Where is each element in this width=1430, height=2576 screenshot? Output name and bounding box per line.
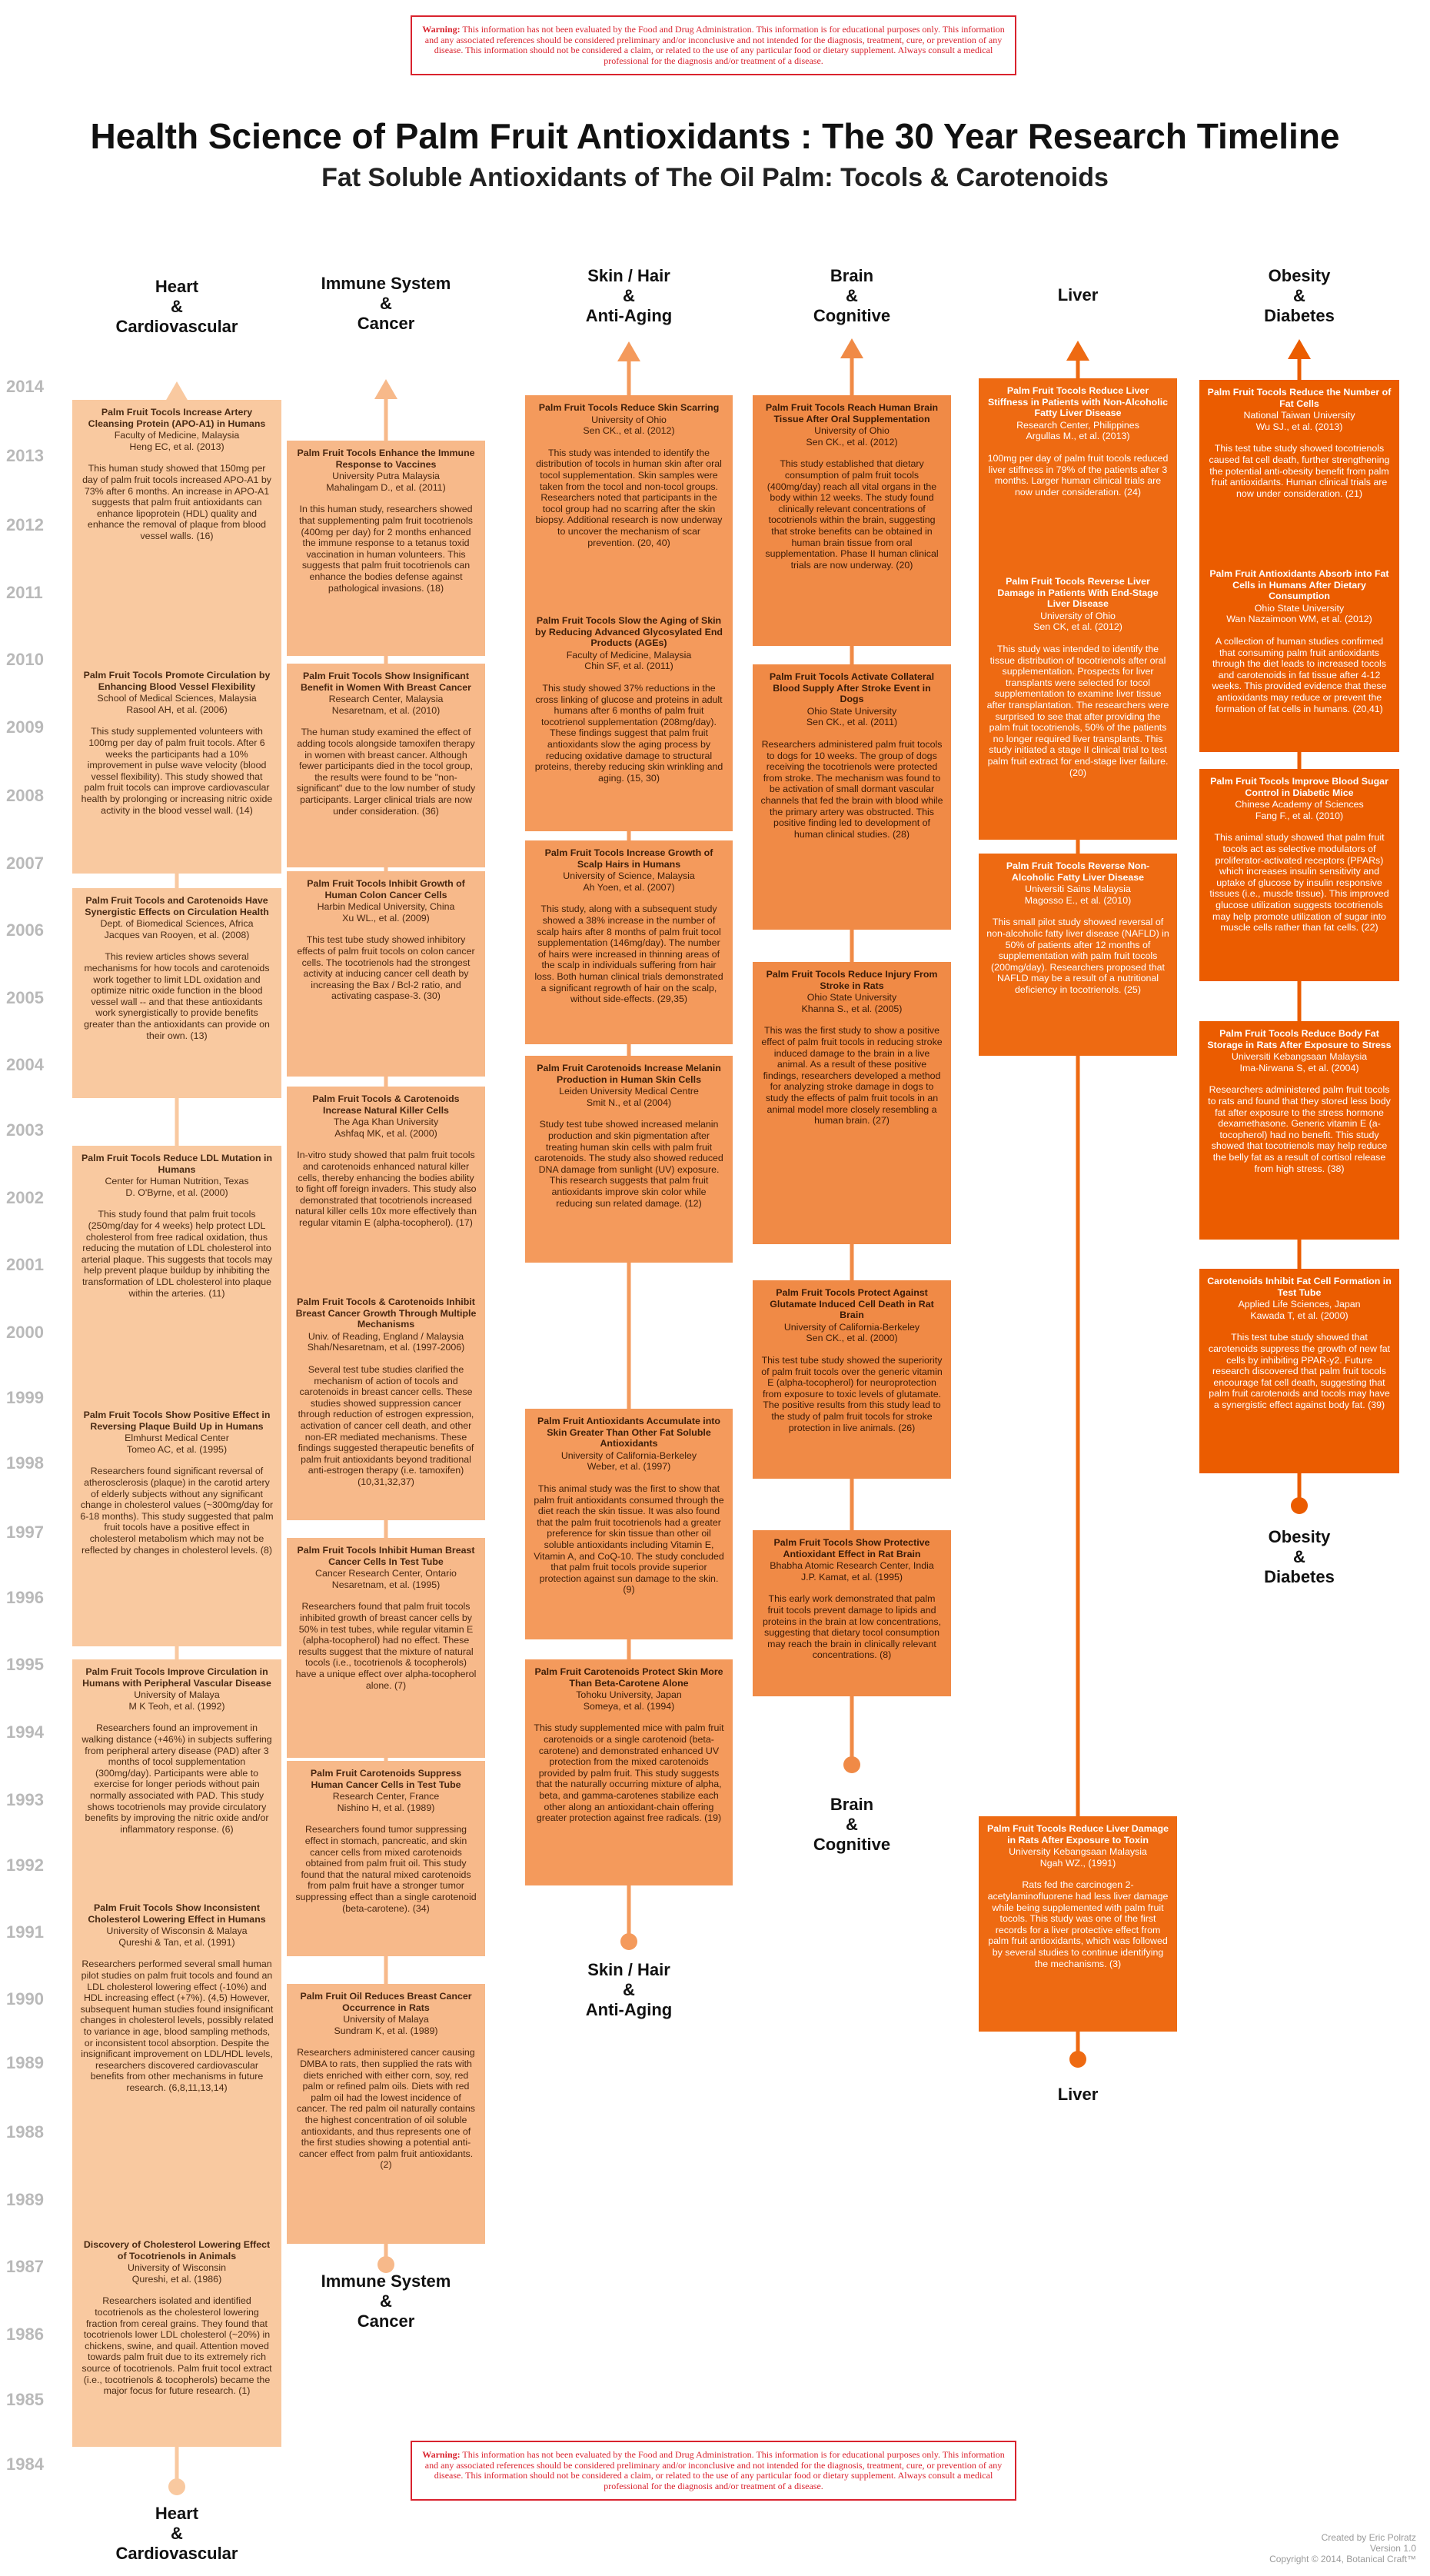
arrowhead	[1288, 339, 1311, 359]
card-source: Universiti Sains Malaysia Magosso E., et al. (2010)	[1024, 884, 1132, 906]
research-card	[72, 663, 281, 874]
page-subtitle: Fat Soluble Antioxidants of The Oil Palm: Tocols & Carotenoids	[321, 163, 1109, 192]
card-body: This animal study was the first to show that palm fruit antioxidants consumed through the diet reach the skin tissue. It was also found that the palm fruit tocotrienols had a greater preference for skin tissue than other oil soluble antioxidants including Vitamin E, Vitamin A, and CoQ-10. The study concluded that palm fruit tocols provide superior protection against sun damage to the skin. (9)	[534, 1483, 724, 1596]
year-label: 1989	[6, 2053, 44, 2072]
year-label: 2012	[6, 515, 44, 534]
year-label: 2008	[6, 786, 44, 805]
card-source: Universiti Kebangsaan Malaysia Ima-Nirwana S, et al. (2004)	[1231, 1051, 1368, 1073]
warning-text: This information has not been evaluated by the Food and Drug Administration. This information is for educational purposes only. This information and any associated references should be considered preliminary and/or inconclusive and not intended for the diagnosis, treatment, cure, or prevention of any disease. This information should not be considered a claim, or related to the use of any particular food or dietary supplement. Always consult a medical professional for the diagnosis and/or treatment of a disease.	[424, 24, 1005, 66]
card-source: Bhabha Atomic Research Center, India J.P. Kamat, et al. (1995)	[770, 1560, 934, 1583]
card-body: Researchers isolated and identified tocotrienols as the cholesterol lowering fraction from cereal grains. They found that tocotrienols lower LDL cholesterol (~20%) in chickens, swine, and quail. Attention moved towards palm fruit due to its extremely rich source of tocotrienols. Palm fruit tocol extract (i.e., tocotrienols & tocopherols) became the major focus for future research. (1)	[81, 2295, 272, 2397]
research-card	[525, 1409, 733, 1639]
column-header-top	[301, 274, 471, 334]
year-label: 1994	[6, 1722, 44, 1742]
research-card	[287, 871, 485, 1077]
card-title: Palm Fruit Carotenoids Protect Skin More Than Beta-Carotene Alone	[534, 1666, 723, 1689]
card-source: Research Center, Philippines Argullas M., et al. (2013)	[1016, 419, 1139, 442]
research-card	[1199, 561, 1399, 752]
column-header-line: Skin / Hair	[587, 1960, 670, 1979]
card-body: Researchers found an improvement in walking distance (+46%) in subjects suffering from peripheral artery disease (PAD) after 3 months of tocol supplementation (300mg/day). Participants were able to exercise for longer periods without pain normally associated with PAD. This study shows tocotrienols may provide circulatory benefits by improving the nitric oxide and/or inflammatory response. (6)	[81, 1722, 272, 1835]
column-header-line: Heart	[155, 2504, 199, 2523]
card-body: In this human study, researchers showed that supplementing palm fruit tocotrienols (400mg per day) for 2 months enhanced the immune response to a tetanus toxid vaccination in human volunteers. This suggests that palm fruit tocotrienols can enhance the bodies defense against pathological invasions. (18)	[299, 504, 473, 594]
research-card	[1199, 769, 1399, 981]
card-source: Tohoku University, Japan Someya, et al. (1994)	[576, 1689, 682, 1712]
research-card	[72, 2232, 281, 2447]
column-header-line: &	[846, 286, 858, 305]
card-source: Dept. of Biomedical Sciences, Africa Jacques van Rooyen, et al. (2008)	[100, 918, 254, 940]
year-label: 2013	[6, 446, 44, 465]
column-header-line: &	[1293, 1547, 1305, 1566]
column-header-line: Cognitive	[813, 1835, 891, 1854]
research-card	[753, 664, 951, 930]
year-label: 1993	[6, 1790, 44, 1809]
column-header-line: Anti-Aging	[585, 2000, 673, 2019]
card-body: This study, along with a subsequent study showed a 38% increase in the number of scalp hairs after 8 months of palm fruit tocol supplementation (146mg/day). The number of hairs were increased in thinning areas of the scalp in individuals suffering from hair loss. Both human clinical trials demonstrated a significant regrowth of hair on the scalp, without side-effects. (29,35)	[534, 904, 723, 1005]
card-title: Palm Fruit Tocols Reduce Skin Scarring	[538, 402, 720, 413]
column-header-line: &	[623, 1980, 635, 1999]
year-label: 1989	[6, 2190, 44, 2209]
card-title: Palm Fruit Tocols Show Positive Effect in Reversing Plaque Build Up in Humans	[83, 1409, 271, 1432]
research-card	[525, 608, 733, 831]
card-body: In-vitro study showed that palm fruit tocols and carotenoids enhanced natural killer cells, thereby enhancing the bodies ability to fight off foreign invaders. This study also demonstrated that tocotrienols increased natural killer cells 10x more effectively than regular vitamin E (alpha-tocopherol). (17)	[295, 1150, 477, 1228]
column-header-line: &	[1293, 286, 1305, 305]
column-header-line: Liver	[1057, 2085, 1099, 2104]
card-body: This study supplemented volunteers with 100mg per day of palm fruit tocols. After 6 weeks the participants had a 10% improvement in pulse wave velocity (blood vessel flexibility). This study showed that palm fruit tocols can improve cardiovascular health by prolonging or increasing nitric oxide activity in the blood vessel wall. (14)	[81, 726, 273, 816]
card-body: This test tube study showed tocotrienols caused fat cell death, further strengthening the potential anti-obesity benefit from palm fruit antioxidants. Human clinical trials are now under consideration. (21)	[1209, 443, 1390, 499]
column-header-line: Cognitive	[813, 306, 891, 325]
column-header-line: Cancer	[357, 2311, 415, 2331]
card-source: Elmhurst Medical Center Tomeo AC, et al. (1995)	[125, 1433, 229, 1455]
card-source: Faculty of Medicine, Malaysia Heng EC, et al. (2013)	[114, 430, 240, 452]
card-body: 100mg per day of palm fruit tocols reduced liver stiffness in 79% of the patients after 3 months. Larger human clinical trials are now under consideration. (24)	[987, 452, 1169, 498]
research-card	[72, 1659, 281, 1915]
year-label: 1986	[6, 2325, 44, 2344]
research-card	[1199, 380, 1399, 561]
column-header-line: &	[171, 2524, 183, 2543]
research-card	[753, 1280, 951, 1479]
card-body: This test tube study showed that carotenoids suppress the growth of new fat cells by inhibiting PPAR-y2. Future research discovered that palm fruit tocols encourage fat cell death, suggesting that palm fruit carotenoids and tocols may have a synergistic effect against body fat. (39)	[1208, 1332, 1391, 1410]
card-title: Palm Fruit Tocols Increase Growth of Scalp Hairs in Humans	[544, 847, 713, 870]
column-header-line: Diabetes	[1264, 1567, 1335, 1586]
card-title: Palm Fruit Tocols and Carotenoids Have Synergistic Effects on Circulation Health	[85, 895, 269, 917]
card-title: Palm Fruit Tocols Increase Artery Cleansing Protein (APO-A1) in Humans	[88, 407, 266, 429]
card-title: Palm Fruit Tocols Protect Against Glutamate Induced Cell Death in Rat Brain	[770, 1287, 934, 1321]
card-source: Research Center, France Nishino H, et al. (1989)	[332, 1791, 440, 1813]
column-header-top	[767, 266, 936, 326]
research-card	[287, 1761, 485, 1956]
credit-version: Version 1.0	[1369, 2543, 1416, 2554]
column-header-line: &	[380, 294, 392, 313]
card-title: Palm Fruit Carotenoids Suppress Human Cancer Cells in Test Tube	[310, 1768, 462, 1790]
year-label: 2011	[6, 583, 43, 602]
card-body: This human study showed that 150mg per day of palm fruit tocols increased APO-A1 by 73% after 6 months. An increase in APO-A1 suggests that palm fruit antioxidants can enhance lipoprotein (HDL) quality and enhance the removal of plaque from blood vessel walls. (16)	[82, 463, 271, 541]
column-header-bottom	[993, 2085, 1162, 2105]
card-source: Research Center, Malaysia Nesaretnam, et al. (2010)	[328, 694, 444, 716]
research-card	[72, 1146, 281, 1406]
credit-block	[1269, 2532, 1416, 2564]
research-card	[287, 1290, 485, 1520]
card-body: This animal study showed that palm fruit tocols act as selective modulators of proliferator-activated receptors (PPARs) which increases insulin sensitivity and uptake of glucose by insulin responsive tissues (i.e., muscle tissue). This improved glucose utilization suggests tocotrienols may help promote utilization of sugar into muscle cells rather than fat cells. (22)	[1209, 832, 1389, 934]
card-title: Palm Fruit Tocols Inhibit Growth of Human Colon Cancer Cells	[307, 878, 465, 900]
research-card	[753, 395, 951, 646]
card-body: This early work demonstrated that palm fruit tocols prevent damage to lipids and proteins in the brain at low concentrations, suggesting that dietary tocol consumption may reach the brain in clinically relevant concentrations. (8)	[762, 1593, 942, 1661]
card-title: Palm Fruit Tocols Inhibit Human Breast Cancer Cells In Test Tube	[297, 1545, 475, 1567]
card-source: University of Ohio Sen CK., et al. (2012)	[806, 425, 898, 448]
year-label: 2009	[6, 717, 44, 737]
column-header-line: Cardiovascular	[115, 2544, 238, 2563]
card-title: Palm Fruit Antioxidants Accumulate into Skin Greater Than Other Fat Soluble Antioxidants	[537, 1416, 720, 1449]
card-source: University of Ohio Sen CK., et al. (2012)	[583, 414, 675, 437]
card-body: Researchers administered palm fruit tocols to dogs for 10 weeks. The group of dogs receiving the tocotrienols were protected from stroke. The mechanism was found to be activation of small dormant vascular channels that fed the brain with blood while the primary artery was obstructed. This positive finding led to development of human clinical studies. (28)	[760, 738, 943, 840]
card-title: Palm Fruit Tocols Slow the Aging of Skin by Reducing Advanced Glycosylated End Products (AGEs)	[535, 615, 723, 649]
year-label: 1996	[6, 1588, 44, 1607]
card-source: University Kebangsaan Malaysia Ngah WZ., (1991)	[1009, 1846, 1147, 1869]
card-source: University of Ohio Sen CK, et al. (2012)	[1033, 610, 1122, 633]
card-source: Univ. of Reading, England / Malaysia Shah/Nesaretnam, et al. (1997-2006)	[307, 1330, 465, 1353]
column-header-line: Immune System	[321, 274, 451, 293]
column-header-bottom	[767, 1795, 936, 1855]
card-body: This test tube study showed the superiority of palm fruit tocols over the generic vitamin E (alpha-tocopherol) for neuroprotection from exposure to toxic levels of glutamate. The positive results from this study lead to the study of palm fruit tocols for stroke protection in live animals. (26)	[761, 1354, 943, 1433]
year-label: 1985	[6, 2390, 44, 2409]
research-card	[753, 962, 951, 1244]
timeline-end-dot	[1069, 2051, 1086, 2068]
card-body: A collection of human studies confirmed that consuming palm fruit antioxidants through the diet leads to increased tocols and carotenoids in fat tissue after 4-12 weeks. This provided evidence that these antioxidants may reduce or prevent the formation of fat cells in humans. (20,41)	[1212, 635, 1387, 714]
column-header-line: Cardiovascular	[115, 317, 238, 336]
card-body: Rats fed the carcinogen 2-acetylaminofluorene had less liver damage while being supplemented with palm fruit tocols. This study was one of the first records for a liver protective effect from palm fruit antioxidants, which was followed by several studies to continue identifying the mechanisms. (3)	[987, 1879, 1169, 1969]
research-card	[979, 1816, 1177, 2032]
arrowhead	[1066, 341, 1089, 361]
card-source: Faculty of Medicine, Malaysia Chin SF, et al. (2011)	[566, 649, 692, 672]
timeline-end-dot	[1291, 1497, 1308, 1514]
card-source: University of Wisconsin Qureshi, et al. (1986)	[127, 2262, 227, 2285]
year-label: 2010	[6, 650, 44, 669]
card-source: University of Wisconsin & Malaya Qureshi & Tan, et al. (1991)	[106, 1925, 248, 1948]
card-title: Palm Fruit Antioxidants Absorb into Fat Cells in Humans After Dietary Consumption	[1209, 568, 1389, 602]
card-title: Palm Fruit Tocols Show Protective Antioxidant Effect in Rat Brain	[773, 1537, 930, 1559]
card-source: Applied Life Sciences, Japan Kawada T, et al. (2000)	[1238, 1299, 1361, 1321]
research-card	[979, 378, 1177, 569]
timeline-end-dot	[843, 1756, 860, 1773]
card-title: Palm Fruit Tocols Reduce Injury From Stroke in Rats	[766, 969, 938, 991]
card-title: Palm Fruit Carotenoids Increase Melanin Production in Human Skin Cells	[537, 1063, 721, 1085]
column-header-line: Liver	[1057, 285, 1099, 305]
card-source: University of California-Berkeley Weber, et al. (1997)	[560, 1449, 697, 1473]
card-title: Palm Fruit Tocols Reach Human Brain Tissue After Oral Supplementation	[765, 402, 939, 424]
research-card	[287, 1538, 485, 1758]
column-header-line: &	[171, 297, 183, 316]
column-header-top	[92, 277, 261, 337]
research-card	[287, 664, 485, 867]
card-title: Palm Fruit Tocols & Carotenoids Increase Natural Killer Cells	[312, 1093, 460, 1116]
card-title: Palm Fruit Tocols Reduce Liver Damage in Rats After Exposure to Toxin	[987, 1823, 1169, 1845]
arrowhead	[840, 338, 863, 358]
research-card	[287, 1087, 485, 1313]
card-body: Researchers found tumor suppressing effect in stomach, pancreatic, and skin cancer cells from mixed carotenoids obtained from palm fruit oil. This study found that the natural mixed carotenoids from palm fruit have a stronger tumor suppressing effect than a single carotenoid (beta-carotene). (34)	[295, 1824, 477, 1914]
page-title: Health Science of Palm Fruit Antioxidants : The 30 Year Research Timeline	[90, 116, 1340, 156]
card-source: Cancer Research Center, Ontario Nesaretnam, et al. (1995)	[315, 1568, 457, 1590]
year-label: 2000	[6, 1323, 44, 1342]
card-title: Palm Fruit Tocols Improve Circulation in Humans with Peripheral Vascular Disease	[82, 1666, 271, 1689]
card-source: School of Medical Sciences, Malaysia Rasool AH, et al. (2006)	[97, 693, 257, 715]
arrowhead	[617, 341, 640, 361]
research-card	[72, 1895, 281, 2279]
timeline-end-dot	[377, 2256, 394, 2273]
column-header-bottom	[544, 1960, 713, 2020]
column-header-line: Cancer	[357, 314, 415, 333]
warning-label: Warning:	[422, 2449, 461, 2460]
research-card	[525, 1056, 733, 1263]
card-source: University Putra Malaysia Mahalingam D., et al. (2011)	[326, 471, 446, 493]
card-body: Researchers found significant reversal of atherosclerosis (plaque) in the carotid artery of elderly subjects without any significant change in cholesterol values (~300mg/day for 6-18 months). This study suggested that palm fruit tocols have a positive effect in cholesterol metabolism which may not be reflected by changes in cholesterol levels. (8)	[80, 1466, 274, 1556]
timeline-end-dot	[168, 2478, 185, 2495]
column-header-bottom	[301, 2271, 471, 2331]
card-title: Palm Fruit Tocols Show Inconsistent Cholesterol Lowering Effect in Humans	[88, 1902, 266, 1925]
card-source: Leiden University Medical Centre Smit N., et al (2004)	[559, 1086, 699, 1108]
card-body: This review articles shows several mechanisms for how tocols and carotenoids work together to limit LDL oxidation and optimize nitric oxide function in the blood vessel wall -- and that these antioxidants work synergistically to provide benefits greater than the antioxidants can provide on their own. (13)	[84, 951, 270, 1041]
year-label: 2007	[6, 854, 44, 873]
card-title: Palm Fruit Tocols Reduce Liver Stiffness in Patients with Non-Alcoholic Fatty Liver Disease	[987, 385, 1169, 419]
card-source: Chinese Academy of Sciences Fang F., et al. (2010)	[1235, 799, 1364, 821]
credit-copyright: Copyright © 2014, Botanical Craft™	[1269, 2554, 1416, 2564]
research-card	[287, 441, 485, 656]
card-source: University of Malaya M K Teoh, et al. (1992)	[128, 1689, 225, 1712]
research-card	[525, 1659, 733, 1885]
column-header-line: &	[623, 286, 635, 305]
research-card	[979, 854, 1177, 1056]
year-label: 2003	[6, 1120, 44, 1140]
card-source: National Taiwan University Wu SJ., et al. (2013)	[1243, 410, 1355, 432]
arrowhead	[165, 381, 188, 401]
research-card	[525, 395, 733, 629]
year-label: 2005	[6, 988, 44, 1007]
card-source: Ohio State University Wan Nazaimoon WM, et al. (2012)	[1226, 602, 1372, 625]
research-card	[1199, 1269, 1399, 1473]
card-title: Palm Fruit Tocols Activate Collateral Blood Supply After Stroke Event in Dogs	[769, 671, 935, 705]
column-header-bottom	[1215, 1527, 1384, 1587]
card-source: University of Malaya Sundram K, et al. (1989)	[334, 2014, 438, 2036]
warning-label: Warning:	[422, 24, 461, 35]
card-body: Researchers found that palm fruit tocols inhibited growth of breast cancer cells by 50% in test tubes, while regular vitamin E (alpha-tocopherol) had no effect. These results suggest that the mixture of natural tocols (i.e., tocotrienols & tocopherols) have a unique effect over alpha-tocopherol alone. (7)	[295, 1601, 477, 1691]
column-header-line: Diabetes	[1264, 306, 1335, 325]
year-label: 1995	[6, 1655, 44, 1674]
year-label: 2014	[6, 377, 44, 396]
column-header-line: &	[846, 1815, 858, 1834]
year-label: 2002	[6, 1188, 44, 1207]
card-title: Palm Fruit Tocols & Carotenoids Inhibit Breast Cancer Growth Through Multiple Mechanisms	[295, 1296, 477, 1330]
card-body: Several test tube studies clarified the mechanism of action of tocols and carotenoids in breast cancer cells. These studies showed suppression cancer through reduction of estrogen expression, activation of cancer cell death, and other non-ER mediated mechanisms. These findings suggested therapeutic benefits of palm fruit antioxidants beyond traditional anti-estrogen therapy (i.e. tamoxifen) (10,31,32,37)	[298, 1363, 474, 1487]
column-header-line: Brain	[830, 266, 874, 285]
card-source: Center for Human Nutrition, Texas D. O'Byrne, et al. (2000)	[105, 1176, 249, 1198]
column-header-top	[1215, 266, 1384, 326]
card-title: Palm Fruit Tocols Promote Circulation by Enhancing Blood Vessel Flexibility	[83, 670, 271, 692]
year-label: 1990	[6, 1989, 44, 2009]
column-header-line: Obesity	[1268, 1527, 1331, 1546]
arrowhead	[374, 379, 397, 399]
research-card	[287, 1984, 485, 2244]
card-body: This study was intended to identify the tissue distribution of tocotrienols after oral supplementation. Prospects for liver transplants were selected for tocol supplementation to examine liver tissue after transplantation. The researchers were surprised to see that after providing the palm fruit tocotrienols, 50% of the patients no longer required liver transplants. This study initiated a stage II clinical trial to test palm fruit extract for end-stage liver failure. (20)	[986, 643, 1169, 778]
credit-author: Created by Eric Polratz	[1321, 2532, 1416, 2543]
column-header-line: Brain	[830, 1795, 874, 1814]
card-body: This test tube study showed inhibitory effects of palm fruit tocols on colon cancer cells. The tocotrienols had the strongest activity at inducing cancer cell death by increasing the Bax / Bcl-2 ratio, and activating caspase-3. (30)	[297, 934, 475, 1002]
card-source: University of Science, Malaysia Ah Yoen, et al. (2007)	[563, 870, 695, 893]
column-header-line: Obesity	[1268, 266, 1331, 285]
card-title: Discovery of Cholesterol Lowering Effect of Tocotrienols in Animals	[83, 2239, 271, 2261]
research-card	[753, 1530, 951, 1696]
warning-text: This information has not been evaluated by the Food and Drug Administration. This information is for educational purposes only. This information and any associated references should be considered preliminary and/or inconclusive and not intended for the diagnosis, treatment, cure, or prevention of any disease. This information should not be considered a claim, or related to the use of any particular food or dietary supplement. Always consult a medical professional for the diagnosis and/or treatment of a disease.	[424, 2449, 1005, 2491]
card-title: Palm Fruit Tocols Reduce Body Fat Storage in Rats After Exposure to Stress	[1207, 1028, 1392, 1050]
card-title: Palm Fruit Oil Reduces Breast Cancer Occurrence in Rats	[300, 1991, 472, 2013]
column-header-line: &	[380, 2291, 392, 2311]
column-header-line: Heart	[155, 277, 199, 296]
column-header-line: Anti-Aging	[585, 306, 673, 325]
year-label: 1987	[6, 2257, 44, 2276]
card-title: Palm Fruit Tocols Reduce LDL Mutation in Humans	[81, 1153, 273, 1175]
card-body: This study supplemented mice with palm fruit carotenoids or a single carotenoid (beta-carotene) and demonstrated enhanced UV protection from the mixed carotenoids provided by palm fruit. This study suggests that the naturally occurring mixture of alpha, beta, and gamma-carotenes stabilize each other along an antioxidant-chain offering greater protection against free radicals. (19)	[534, 1722, 724, 1824]
card-body: Researchers administered cancer causing DMBA to rats, then supplied the rats with diets enriched with either corn, soy, red palm or refined palm oils. Diets with red palm oil had the lowest incidence of cancer. The red palm oil naturally contains the highest concentration of oil soluble antioxidants, and thus represents one of the first studies showing a potential anti-cancer effect from palm fruit antioxidants. (2)	[297, 2047, 475, 2171]
research-card	[72, 1403, 281, 1646]
card-body: Researchers administered palm fruit tocols to rats and found that they stored less body fat after exposure to the stress hormone dexamethasone. Generic vitamin E (a-tocopherol) had no benefit. This study showed that tocotrienols may help reduce the belly fat as a result of cortisol release from high stress. (38)	[1208, 1084, 1391, 1174]
card-body: This was the first study to show a positive effect of palm fruit tocols in reducing stroke induced damage to the brain in a live animal. As a result of these positive findings, researchers developed a method for analyzing stroke damage in dogs to study the effects of palm fruit tocols in an animal model more closely resembling a human brain. (27)	[761, 1025, 943, 1127]
card-title: Palm Fruit Tocols Reduce the Number of Fat Cells	[1207, 387, 1392, 409]
card-body: Researchers performed several small human pilot studies on palm fruit tocols and found an LDL cholesterol lowering effect (-10%) and HDL increasing effect (+7%). (4,5) However, subsequent human studies found insignificant changes in cholesterol levels, possibly related to variance in age, blood sampling methods, or inconsistent tocol absorption. Despite the insignificant improvement on LDL/HDL levels, researchers discovered cardiovascular benefits from other mechanisms in future research. (6,8,11,13,14)	[80, 1959, 274, 2093]
card-title: Palm Fruit Tocols Enhance the Immune Response to Vaccines	[297, 448, 475, 470]
year-label: 1984	[6, 2455, 44, 2474]
research-card	[72, 888, 281, 1098]
card-title: Palm Fruit Tocols Reverse Liver Damage in Patients With End-Stage Liver Disease	[997, 576, 1159, 610]
card-title: Palm Fruit Tocols Show Insignificant Benefit in Women With Breast Cancer	[300, 671, 472, 693]
card-body: This small pilot study showed reversal of non-alcoholic fatty liver disease (NAFLD) in 50% of patients after 12 months of supplementation with palm fruit tocols (200mg/day). Researchers proposed that NAFLD may be a result of a nutritional deficiency in tocotrienols. (25)	[986, 917, 1169, 995]
research-card	[1199, 1021, 1399, 1240]
card-source: University of California-Berkeley Sen CK., et al. (2000)	[783, 1321, 920, 1344]
column-header-line: Skin / Hair	[587, 266, 670, 285]
card-body: This study was intended to identify the distribution of tocols in human skin after oral tocol supplementation. Skin samples were taken from the tocol and non-tocol groups. Researchers noted that participants in the tocol group had no scarring after the skin biopsy. Additional research is now underway to uncover the mechanism of scar prevention. (20, 40)	[535, 447, 723, 548]
card-title: Palm Fruit Tocols Reverse Non-Alcoholic Fatty Liver Disease	[1006, 860, 1150, 883]
year-label: 2001	[6, 1255, 44, 1274]
research-card	[72, 400, 281, 677]
column-header-bottom	[92, 2504, 261, 2564]
year-label: 1988	[6, 2122, 44, 2142]
year-label: 1998	[6, 1453, 44, 1473]
card-body: This study established that dietary consumption of palm fruit tocols (400mg/day) reach all vital organs in the body within 12 weeks. The study found clinically relevant concentrations of tocotrienols within the brain, suggesting that stroke benefits can be obtained in human brain tissue from oral supplementation. Phase II human clinical trials are now underway. (20)	[765, 458, 939, 571]
warning-box-bottom	[411, 2441, 1016, 2501]
year-label: 2004	[6, 1055, 44, 1074]
card-source: Ohio State University Khanna S., et al. (2005)	[801, 992, 903, 1014]
year-label: 2006	[6, 920, 44, 940]
card-body: The human study examined the effect of adding tocols alongside tamoxifen therapy in women with breast cancer. Although fewer participants died in the tocol group, the results were found to be "non-significant" due to the low number of study participants. Larger clinical trials are now under consideration. (36)	[296, 727, 476, 817]
year-label: 1997	[6, 1523, 44, 1542]
research-card	[979, 569, 1177, 840]
timeline-end-dot	[620, 1933, 637, 1950]
year-label: 1992	[6, 1855, 44, 1875]
card-title: Carotenoids Inhibit Fat Cell Formation in Test Tube	[1207, 1276, 1392, 1298]
card-source: Harbin Medical University, China Xu WL., et al. (2009)	[317, 901, 455, 924]
card-source: Ohio State University Sen CK., et al. (2011)	[806, 705, 898, 728]
research-card	[525, 840, 733, 1044]
card-body: This study showed 37% reductions in the cross linking of glucose and proteins in adult humans after 6 months of palm fruit tocotrienol supplementation (208mg/day). These findings suggest that palm fruit antioxidants slow the aging process by reducing oxidative damage to structural proteins, thereby reducing skin wrinkling and aging. (15, 30)	[534, 682, 723, 784]
card-body: This study found that palm fruit tocols (250mg/day for 4 weeks) help protect LDL cholesterol from free radical oxidation, thus reducing the mutation of LDL cholesterol into arterial plaque. This suggests that tocols may help prevent plaque buildup by inhibiting the transformation of LDL cholesterol into plaque within the arteries. (11)	[81, 1209, 273, 1299]
year-label: 1999	[6, 1388, 44, 1407]
card-source: The Aga Khan University Ashfaq MK, et al. (2000)	[333, 1117, 439, 1139]
year-label: 1991	[6, 1922, 44, 1942]
column-header-top	[993, 285, 1162, 305]
card-body: Study test tube showed increased melanin production and skin pigmentation after treating human skin cells with palm fruit carotenoids. The study also showed reduced DNA damage from sunlight (UV) exposure. This research suggests that palm fruit antioxidants improve skin color while reducing sun related damage. (12)	[534, 1119, 723, 1209]
column-header-top	[544, 266, 713, 326]
column-header-line: Immune System	[321, 2271, 451, 2291]
card-title: Palm Fruit Tocols Improve Blood Sugar Control in Diabetic Mice	[1210, 776, 1388, 798]
